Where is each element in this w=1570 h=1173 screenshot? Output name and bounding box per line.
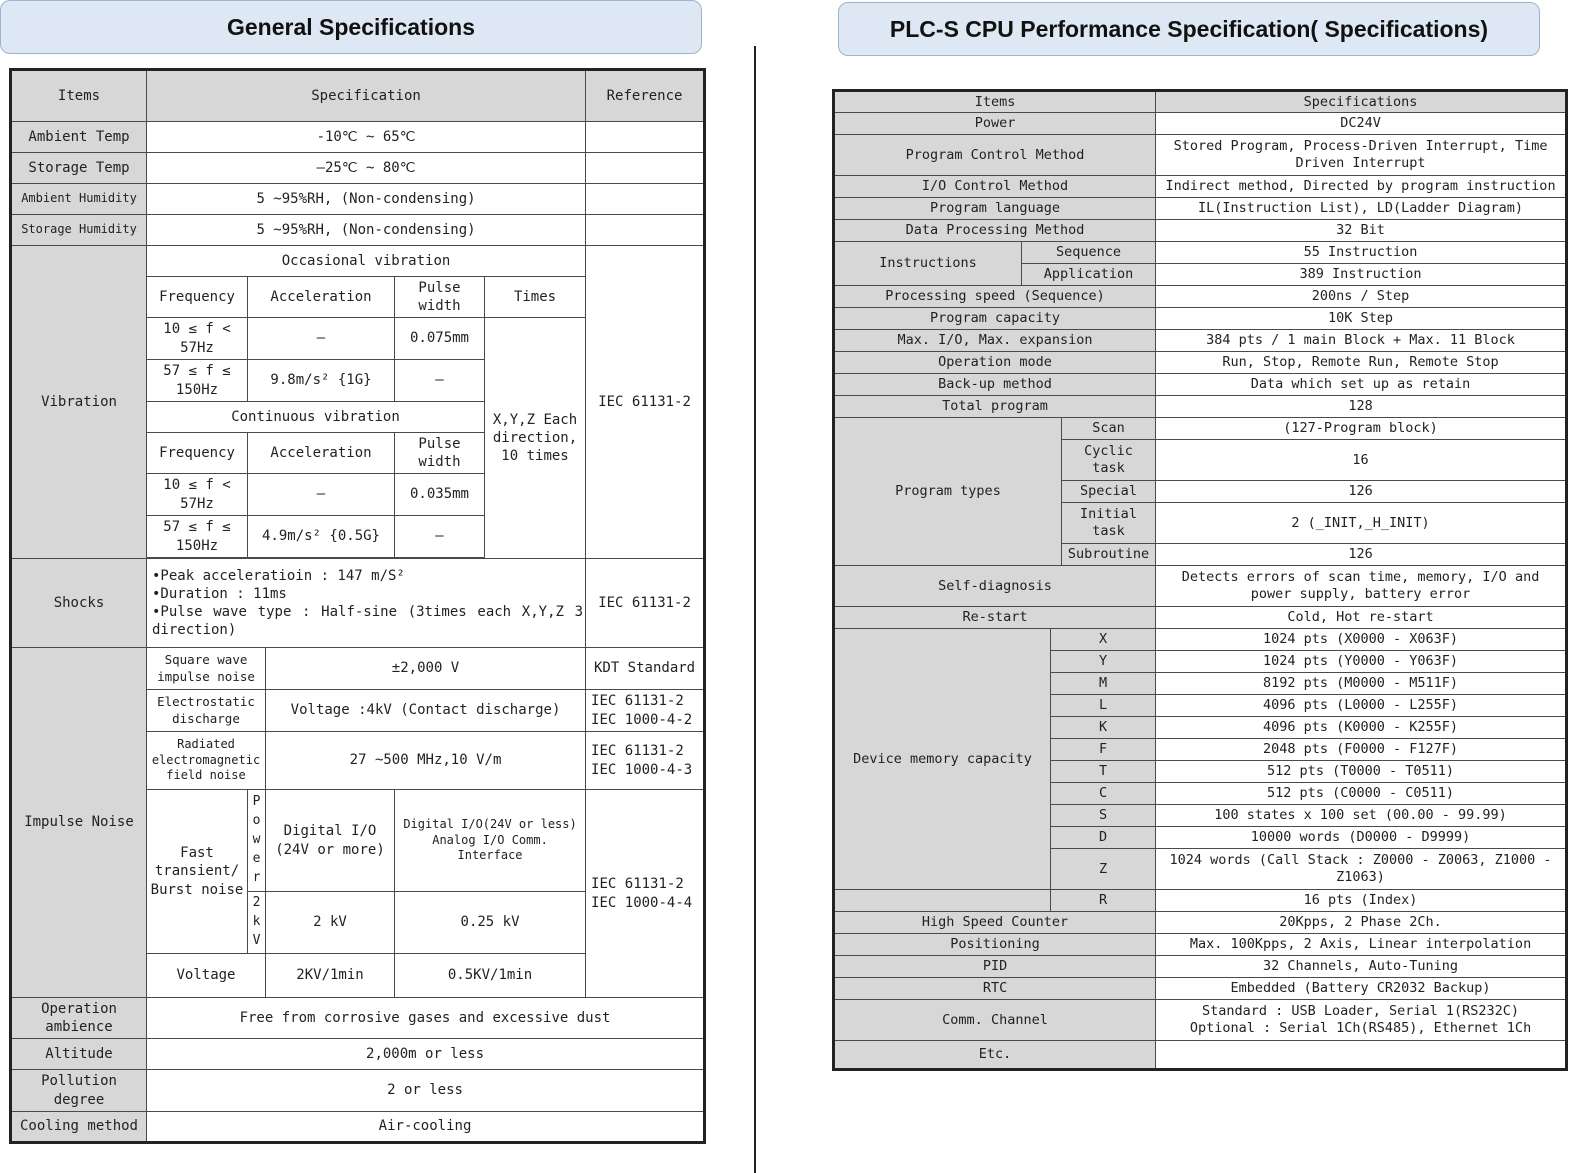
restart-label: Re-start bbox=[834, 607, 1156, 629]
etc-label: Etc. bbox=[834, 1041, 1156, 1070]
backup-value: Data which set up as retain bbox=[1156, 374, 1567, 396]
initial-task-value: 2 (_INIT,_H_INIT) bbox=[1156, 503, 1567, 544]
device-memory-label: Device memory capacity bbox=[834, 629, 1051, 890]
voltage-value-b: 0.5KV/1min bbox=[395, 954, 586, 998]
shocks-line-2: •Duration : 11ms bbox=[152, 585, 287, 602]
cont-pulse-high: – bbox=[395, 516, 485, 558]
cont-freq-low: 10 ≤ f < 57Hz bbox=[147, 474, 248, 516]
device-z-label: Z bbox=[1051, 849, 1156, 890]
restart-value: Cold, Hot re-start bbox=[1156, 607, 1567, 629]
ambient-humidity-label: Ambient Humidity bbox=[11, 184, 147, 215]
cpu-performance-title: PLC-S CPU Performance Specification( Specifications) bbox=[838, 2, 1540, 56]
processing-speed-value: 200ns / Step bbox=[1156, 286, 1567, 308]
cont-accel-high: 4.9m/s² {0.5G} bbox=[248, 516, 395, 558]
cpu-header-specs: Specifications bbox=[1156, 91, 1567, 113]
impulse-noise-label: Impulse Noise bbox=[11, 648, 147, 998]
device-m-value: 8192 pts (M0000 - M511F) bbox=[1156, 673, 1567, 695]
high-speed-counter-label: High Speed Counter bbox=[834, 912, 1156, 934]
positioning-label: Positioning bbox=[834, 934, 1156, 956]
high-speed-counter-value: 20Kpps, 2 Phase 2Ch. bbox=[1156, 912, 1567, 934]
cyclic-task-label: Cyclic task bbox=[1062, 440, 1156, 481]
device-x-value: 1024 pts (X0000 - X063F) bbox=[1156, 629, 1567, 651]
device-l-value: 4096 pts (L0000 - L255F) bbox=[1156, 695, 1567, 717]
self-diagnosis-value: Detects errors of scan time, memory, I/O and power supply, battery error bbox=[1156, 566, 1567, 607]
ambient-temp-value: -10℃ ~ 65℃ bbox=[147, 122, 586, 153]
shocks-line-1: •Peak acceleratioin : 147 m/S² bbox=[152, 567, 405, 584]
general-specifications-table bbox=[9, 68, 706, 1144]
shocks-label: Shocks bbox=[11, 559, 147, 648]
device-t-label: T bbox=[1051, 761, 1156, 783]
power-label: P o w e r bbox=[248, 790, 266, 892]
program-language-label: Program language bbox=[834, 198, 1156, 220]
comm-channel-line-2: Optional : Serial 1Ch(RS485), Ethernet 1Ch bbox=[1189, 1020, 1532, 1036]
occ-freq-low: 10 ≤ f < 57Hz bbox=[147, 318, 248, 360]
voltage-label: Voltage bbox=[147, 954, 266, 998]
esd-label: Electrostatic discharge bbox=[147, 690, 266, 732]
backup-label: Back-up method bbox=[834, 374, 1156, 396]
power-label: Power bbox=[834, 113, 1156, 135]
shocks-value bbox=[147, 559, 586, 648]
power-value: 2 k V bbox=[248, 892, 266, 954]
occ-pulse-width-header: Pulse width bbox=[395, 277, 485, 318]
square-wave-ref: KDT Standard bbox=[586, 648, 705, 690]
pid-label: PID bbox=[834, 956, 1156, 978]
page-divider bbox=[754, 46, 756, 1173]
cooling-value: Air-cooling bbox=[147, 1112, 705, 1143]
ambient-temp-label: Ambient Temp bbox=[11, 122, 147, 153]
cont-frequency-header: Frequency bbox=[147, 433, 248, 474]
cont-freq-high: 57 ≤ f ≤ 150Hz bbox=[147, 516, 248, 558]
device-c-value: 512 pts (C0000 - C0511) bbox=[1156, 783, 1567, 805]
device-s-value: 100 states x 100 set (00.00 - 99.99) bbox=[1156, 805, 1567, 827]
pollution-label: Pollution degree bbox=[11, 1070, 147, 1112]
cont-accel-low: – bbox=[248, 474, 395, 516]
device-z-value: 1024 words (Call Stack : Z0000 - Z0063, Z1000 - Z1063) bbox=[1156, 849, 1567, 890]
rtc-label: RTC bbox=[834, 978, 1156, 1000]
device-r-value: 16 pts (Index) bbox=[1156, 890, 1567, 912]
esd-value: Voltage :4kV (Contact discharge) bbox=[266, 690, 586, 732]
altitude-label: Altitude bbox=[11, 1039, 147, 1070]
cpu-header-items: Items bbox=[834, 91, 1156, 113]
vibration-times: X,Y,Z Each direction, 10 times bbox=[485, 318, 586, 559]
program-capacity-label: Program capacity bbox=[834, 308, 1156, 330]
data-processing-value: 32 Bit bbox=[1156, 220, 1567, 242]
header-specification: Specification bbox=[147, 70, 586, 122]
ambient-temp-ref bbox=[586, 122, 705, 153]
radiated-value: 27 ~500 MHz,10 V/m bbox=[266, 732, 586, 790]
storage-temp-value: –25℃ ~ 80℃ bbox=[147, 153, 586, 184]
data-processing-label: Data Processing Method bbox=[834, 220, 1156, 242]
device-r-label: R bbox=[1051, 890, 1156, 912]
device-m-label: M bbox=[1051, 673, 1156, 695]
operation-ambience-value: Free from corrosive gases and excessive dust bbox=[147, 998, 705, 1039]
cont-pulse-low: 0.035mm bbox=[395, 474, 485, 516]
occ-pulse-low: 0.075mm bbox=[395, 318, 485, 360]
occ-accel-high: 9.8m/s² {1G} bbox=[248, 360, 395, 402]
cont-acceleration-header: Acceleration bbox=[248, 433, 395, 474]
scan-value: (127-Program block) bbox=[1156, 418, 1567, 440]
device-d-label: D bbox=[1051, 827, 1156, 849]
device-x-label: X bbox=[1051, 629, 1156, 651]
digital-io-label: Digital I/O (24V or more) bbox=[266, 790, 395, 892]
header-items: Items bbox=[11, 70, 147, 122]
device-k-label: K bbox=[1051, 717, 1156, 739]
subroutine-value: 126 bbox=[1156, 544, 1567, 566]
shocks-ref: IEC 61131-2 bbox=[586, 559, 705, 648]
storage-temp-label: Storage Temp bbox=[11, 153, 147, 184]
device-d-value: 10000 words (D0000 - D9999) bbox=[1156, 827, 1567, 849]
device-f-label: F bbox=[1051, 739, 1156, 761]
etc-value bbox=[1156, 1041, 1567, 1070]
total-program-value: 128 bbox=[1156, 396, 1567, 418]
program-language-value: IL(Instruction List), LD(Ladder Diagram) bbox=[1156, 198, 1567, 220]
power-value: DC24V bbox=[1156, 113, 1567, 135]
io-control-label: I/O Control Method bbox=[834, 176, 1156, 198]
ambient-humidity-value: 5 ~95%RH, (Non-condensing) bbox=[147, 184, 586, 215]
device-y-label: Y bbox=[1051, 651, 1156, 673]
max-io-label: Max. I/O, Max. expansion bbox=[834, 330, 1156, 352]
device-c-label: C bbox=[1051, 783, 1156, 805]
shocks-line-3: •Pulse wave type : Half-sine (3times each X,Y,Z 3 direction) bbox=[152, 604, 584, 639]
digital-io-less-label: Digital I/O(24V or less) Analog I/O Comm. Interface bbox=[395, 790, 586, 892]
fast-transient-ref: IEC 61131-2 IEC 1000-4-4 bbox=[586, 790, 705, 998]
radiated-ref: IEC 61131-2 IEC 1000-4-3 bbox=[586, 732, 705, 790]
radiated-label: Radiated electromagnetic field noise bbox=[147, 732, 266, 790]
vibration-label: Vibration bbox=[11, 246, 147, 559]
storage-temp-ref bbox=[586, 153, 705, 184]
operation-mode-label: Operation mode bbox=[834, 352, 1156, 374]
device-f-value: 2048 pts (F0000 - F127F) bbox=[1156, 739, 1567, 761]
sequence-label: Sequence bbox=[1022, 242, 1156, 264]
special-label: Special bbox=[1062, 481, 1156, 503]
scan-label: Scan bbox=[1062, 418, 1156, 440]
storage-humidity-label: Storage Humidity bbox=[11, 215, 147, 246]
storage-humidity-ref bbox=[586, 215, 705, 246]
fast-transient-label: Fast transient/ Burst noise bbox=[147, 790, 248, 954]
positioning-value: Max. 100Kpps, 2 Axis, Linear interpolation bbox=[1156, 934, 1567, 956]
max-io-value: 384 pts / 1 main Block + Max. 11 Block bbox=[1156, 330, 1567, 352]
pollution-value: 2 or less bbox=[147, 1070, 705, 1112]
rtc-value: Embedded (Battery CR2032 Backup) bbox=[1156, 978, 1567, 1000]
program-control-value: Stored Program, Process-Driven Interrupt, Time Driven Interrupt bbox=[1156, 135, 1567, 176]
header-reference: Reference bbox=[586, 70, 705, 122]
device-t-value: 512 pts (T0000 - T0511) bbox=[1156, 761, 1567, 783]
square-wave-label: Square wave impulse noise bbox=[147, 648, 266, 690]
pid-value: 32 Channels, Auto-Tuning bbox=[1156, 956, 1567, 978]
occ-acceleration-header: Acceleration bbox=[248, 277, 395, 318]
device-r-empty bbox=[834, 890, 1051, 912]
operation-ambience-label: Operation ambience bbox=[11, 998, 147, 1039]
device-s-label: S bbox=[1051, 805, 1156, 827]
vibration-ref: IEC 61131-2 bbox=[586, 246, 705, 559]
sequence-value: 55 Instruction bbox=[1156, 242, 1567, 264]
instructions-label: Instructions bbox=[834, 242, 1022, 286]
program-types-label: Program types bbox=[834, 418, 1062, 566]
application-value: 389 Instruction bbox=[1156, 264, 1567, 286]
times-header: Times bbox=[485, 277, 586, 318]
esd-ref: IEC 61131-2 IEC 1000-4-2 bbox=[586, 690, 705, 732]
general-specifications-title: General Specifications bbox=[0, 0, 702, 54]
occ-frequency-header: Frequency bbox=[147, 277, 248, 318]
cyclic-task-value: 16 bbox=[1156, 440, 1567, 481]
program-control-label: Program Control Method bbox=[834, 135, 1156, 176]
square-wave-value: ±2,000 V bbox=[266, 648, 586, 690]
occ-accel-low: – bbox=[248, 318, 395, 360]
occ-freq-high: 57 ≤ f ≤ 150Hz bbox=[147, 360, 248, 402]
program-capacity-value: 10K Step bbox=[1156, 308, 1567, 330]
total-program-label: Total program bbox=[834, 396, 1156, 418]
subroutine-label: Subroutine bbox=[1062, 544, 1156, 566]
operation-mode-value: Run, Stop, Remote Run, Remote Stop bbox=[1156, 352, 1567, 374]
altitude-value: 2,000m or less bbox=[147, 1039, 705, 1070]
ambient-humidity-ref bbox=[586, 184, 705, 215]
comm-channel-value bbox=[1156, 1000, 1567, 1041]
digital-io-value: 2 kV bbox=[266, 892, 395, 954]
storage-humidity-value: 5 ~95%RH, (Non-condensing) bbox=[147, 215, 586, 246]
cpu-specifications-table bbox=[832, 89, 1568, 1071]
processing-speed-label: Processing speed (Sequence) bbox=[834, 286, 1156, 308]
voltage-value-a: 2KV/1min bbox=[266, 954, 395, 998]
device-k-value: 4096 pts (K0000 - K255F) bbox=[1156, 717, 1567, 739]
device-y-value: 1024 pts (Y0000 - Y063F) bbox=[1156, 651, 1567, 673]
io-control-value: Indirect method, Directed by program instruction bbox=[1156, 176, 1567, 198]
device-l-label: L bbox=[1051, 695, 1156, 717]
occasional-vibration: Occasional vibration bbox=[147, 246, 586, 277]
cooling-label: Cooling method bbox=[11, 1112, 147, 1143]
occ-pulse-high: – bbox=[395, 360, 485, 402]
cont-pulse-width-header: Pulse width bbox=[395, 433, 485, 474]
continuous-vibration: Continuous vibration bbox=[147, 402, 485, 433]
initial-task-label: Initial task bbox=[1062, 503, 1156, 544]
comm-channel-label: Comm. Channel bbox=[834, 1000, 1156, 1041]
application-label: Application bbox=[1022, 264, 1156, 286]
self-diagnosis-label: Self-diagnosis bbox=[834, 566, 1156, 607]
comm-channel-line-1: Standard : USB Loader, Serial 1(RS232C) bbox=[1202, 1003, 1519, 1020]
special-value: 126 bbox=[1156, 481, 1567, 503]
digital-io-less-value: 0.25 kV bbox=[395, 892, 586, 954]
